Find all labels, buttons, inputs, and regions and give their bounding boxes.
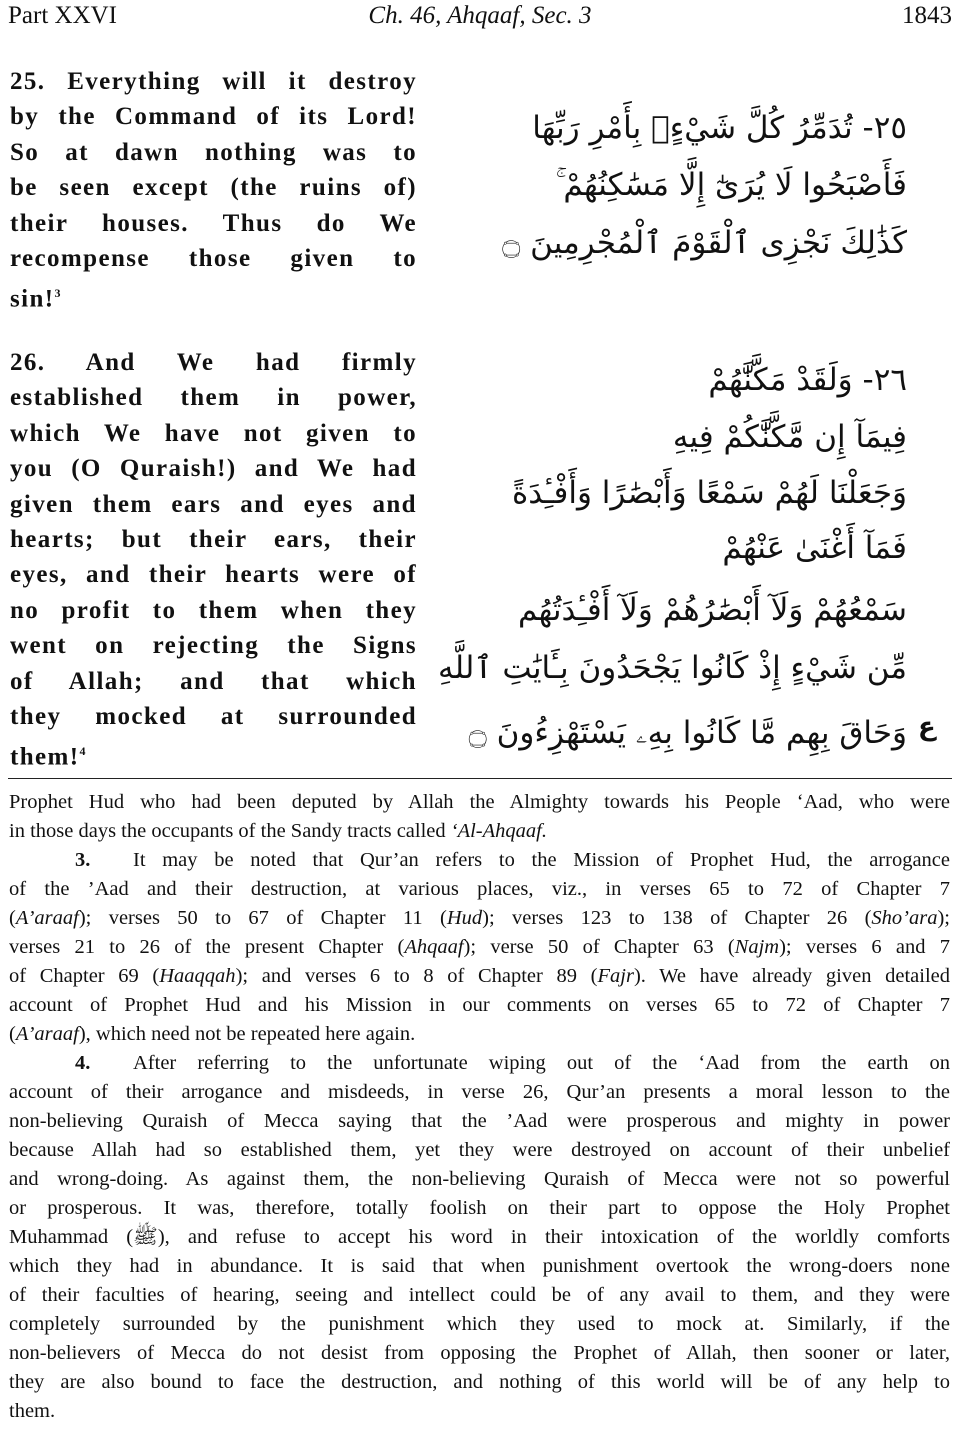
- line-text: recompense those given to: [10, 244, 417, 272]
- line-text: eyes, and their hearts were of: [10, 561, 417, 589]
- footnote-line: [9, 1194, 950, 1223]
- text-segment: ), which need not be repeated here again.: [78, 1023, 416, 1045]
- page-number: 1843: [902, 2, 952, 29]
- chapter-section-title: Ch. 46, Ahqaaf, Sec. 3: [368, 2, 592, 29]
- text-segment: account of their arrogance and misdeeds, in verse 26, Qur’an presents a moral lesson to the: [9, 1081, 950, 1103]
- footnote-line: [9, 1310, 950, 1339]
- italic-segment: Haaqqah: [159, 965, 236, 987]
- footnote-line: [9, 1397, 950, 1426]
- line-text: which We have not given to: [10, 419, 417, 447]
- line-text: no profit to them when they: [10, 596, 417, 624]
- arabic-line: ٢٥- تُدَمِّرُ كُلَّ شَيْءٍۢ بِأَمْرِ رَبِّهَا: [532, 110, 907, 146]
- text-segment: It may be noted that Qur’an refers to the Mission of Prophet Hud, the arrogance: [133, 849, 950, 871]
- line-text: be seen except (the ruins of): [10, 174, 417, 202]
- line-text: you (O Quraish!) and We had: [10, 455, 417, 483]
- text-segment: and wrong-doing. As against them, the non-believing Quraish of Mecca were not so powerful: [9, 1168, 950, 1190]
- translation-line: [10, 487, 417, 522]
- footnote-line: [9, 1223, 950, 1252]
- italic-segment: ‘Al-Ahqaaf.: [450, 820, 547, 842]
- footnote-line: [9, 1368, 950, 1397]
- text-segment: Prophet Hud who had been deputed by Allah the Almighty towards his People ‘Aad, who were: [9, 791, 950, 813]
- footnote-line: [9, 817, 950, 846]
- line-text: them!: [10, 743, 80, 771]
- footnote-line: [9, 1165, 950, 1194]
- translation-line: [10, 64, 417, 99]
- translation-line: [10, 451, 417, 486]
- text-segment: of Chapter 69 (: [9, 965, 160, 987]
- line-text: went on rejecting the Signs: [10, 632, 417, 660]
- arabic-line: فَأَصْبَحُوا لَا يُرَىٰٓ إِلَّا مَسَٰكِنُهُمْ ۚ: [555, 167, 907, 203]
- italic-segment: Hud: [446, 907, 483, 929]
- arabic-line: سَمْعُهُمْ وَلَآ أَبْصَٰرُهُمْ وَلَآ أَفْـِٔدَتُهُم: [517, 592, 907, 628]
- text-segment: ); verses 50 to 67 of Chapter 11 (: [78, 907, 447, 929]
- italic-segment: Ahqaaf: [404, 936, 464, 958]
- text-segment: After referring to the unfortunate wiping out of the ‘Aad from the earth on: [133, 1052, 950, 1074]
- translation-line: [10, 241, 417, 276]
- text-segment: (: [9, 1023, 16, 1045]
- verse-26-translation: [10, 345, 417, 770]
- text-segment: verses 21 to 26 of the present Chapter (: [9, 936, 405, 958]
- line-text: So at dawn nothing was to: [10, 138, 417, 166]
- translation-line: [10, 664, 417, 699]
- footnote-line: [9, 1020, 950, 1049]
- line-text: sin!: [10, 285, 55, 313]
- running-header: [8, 2, 952, 34]
- verse-25-translation: [10, 64, 417, 312]
- footnote-line: [9, 1107, 950, 1136]
- text-segment: account of Prophet Hud and his Mission in our comments on verses 65 to 72 of Chapter 7: [9, 994, 950, 1016]
- footnote-divider: [8, 778, 952, 779]
- translation-line: [10, 593, 417, 628]
- text-segment: because Allah had so established them, yet they were destroyed on account of their unbelief: [9, 1139, 950, 1161]
- text-segment: them.: [9, 1400, 56, 1422]
- line-text: of Allah; and that which: [10, 667, 417, 695]
- arabic-line: كَذَٰلِكَ نَجْزِى ٱلْقَوْمَ ٱلْمُجْرِمِينَ ۝: [502, 225, 907, 261]
- arabic-line: ٢٦- وَلَقَدْ مَكَّنَّٰهُمْ: [708, 362, 907, 398]
- text-segment: in those days the occupants of the Sandy tracts called: [9, 820, 451, 842]
- translation-line: [10, 380, 417, 415]
- text-segment: ); verses 6 and 7: [779, 936, 951, 958]
- footnote-number: 3.: [75, 849, 91, 871]
- footnote-line: [9, 846, 950, 875]
- footnote-line: [9, 1252, 950, 1281]
- translation-line: [10, 135, 417, 170]
- ruku-mark: ع: [918, 712, 936, 742]
- italic-segment: Fajr: [597, 965, 634, 987]
- footnote-ref: 3: [54, 286, 61, 301]
- footnote-number: 4.: [75, 1052, 91, 1074]
- text-segment: ); verse 50 of Chapter 63 (: [463, 936, 735, 958]
- text-segment: they are also bound to face the destruction, and nothing of this world will be of any help to: [9, 1371, 950, 1393]
- arabic-line: مِّن شَيْءٍ إِذْ كَانُوا يَجْحَدُونَ بِـَٔايَٰتِ ٱللَّهِ: [438, 650, 907, 686]
- translation-line: [10, 99, 417, 134]
- translation-line: [10, 416, 417, 451]
- footnote-line: [9, 1281, 950, 1310]
- footnote-line: [9, 962, 950, 991]
- translation-line: [10, 276, 417, 311]
- italic-segment: Sho’ara: [871, 907, 938, 929]
- text-segment: ); and verses 6 to 8 of Chapter 89 (: [235, 965, 598, 987]
- footnote-line: [9, 904, 950, 933]
- text-segment: non-believing Quraish of Mecca saying that the ’Aad were prosperous and mighty in power: [9, 1110, 950, 1132]
- footnote-line: [9, 933, 950, 962]
- text-segment: non-believers of Mecca do not desist from opposing the Prophet of Allah, then sooner or later,: [9, 1342, 950, 1364]
- line-text: established them in power,: [10, 384, 417, 412]
- translation-line: [10, 734, 417, 769]
- text-segment: ); verses 123 to 138 of Chapter 26 (: [482, 907, 872, 929]
- footnote-line: [9, 1078, 950, 1107]
- footnote-line: [9, 1049, 950, 1078]
- footnote-line: [9, 1339, 950, 1368]
- text-segment: completely surrounded by the punishment which they used to mock at. Similarly, if the: [9, 1313, 950, 1335]
- line-text: 26. And We had firmly: [10, 349, 417, 376]
- footnote-line: [9, 875, 950, 904]
- part-label: Part XXVI: [8, 2, 118, 29]
- text-segment: of their faculties of hearing, seeing and intellect could be of any avail to them, and they were: [9, 1284, 950, 1306]
- line-text: 25. Everything will it destroy: [10, 68, 417, 95]
- arabic-line: فَمَآ أَغْنَىٰ عَنْهُمْ: [722, 530, 907, 566]
- arabic-line: فِيمَآ إِن مَّكَّنَّٰكُمْ فِيهِ: [672, 419, 907, 455]
- footnote-line: [9, 788, 950, 817]
- translation-line: [10, 628, 417, 663]
- text-segment: which they had in abundance. It is said that when punishment overtook the wrong-doers none: [9, 1255, 950, 1277]
- text-segment: or prosperous. It was, therefore, totally foolish on their part to oppose the Holy Prophet: [9, 1197, 950, 1219]
- line-text: given them ears and eyes and: [10, 490, 417, 518]
- translation-line: [10, 345, 417, 380]
- translation-line: [10, 699, 417, 734]
- italic-segment: Najm: [734, 936, 780, 958]
- footnotes: [9, 788, 950, 1426]
- translation-line: [10, 206, 417, 241]
- footnote-line: [9, 1136, 950, 1165]
- text-segment: );: [937, 907, 951, 929]
- translation-line: [10, 170, 417, 205]
- line-text: by the Command of its Lord!: [10, 103, 417, 131]
- text-segment: of the ’Aad and their destruction, at various places, viz., in verses 65 to 72 of Chapter 7: [9, 878, 950, 900]
- italic-segment: A’araaf: [15, 1023, 79, 1045]
- line-text: their houses. Thus do We: [10, 209, 417, 237]
- line-text: they mocked at surrounded: [10, 702, 417, 730]
- text-segment: ). We have already given detailed: [633, 965, 951, 987]
- footnote-line: [9, 991, 950, 1020]
- line-text: hearts; but their ears, their: [10, 525, 417, 553]
- translation-line: [10, 557, 417, 592]
- text-segment: (: [9, 907, 16, 929]
- arabic-line: وَحَاقَ بِهِم مَّا كَانُوا بِهِۦ يَسْتَهْزِءُونَ ۝: [468, 715, 907, 751]
- arabic-line: وَجَعَلْنَا لَهُمْ سَمْعًا وَأَبْصَٰرًا وَأَفْـِٔدَةً: [511, 475, 907, 511]
- footnote-ref: 4: [79, 744, 86, 759]
- text-segment: Muhammad (ﷺ), and refuse to accept his word in their intoxication of the worldly comforts: [9, 1226, 950, 1248]
- italic-segment: A’araaf: [15, 907, 79, 929]
- translation-line: [10, 522, 417, 557]
